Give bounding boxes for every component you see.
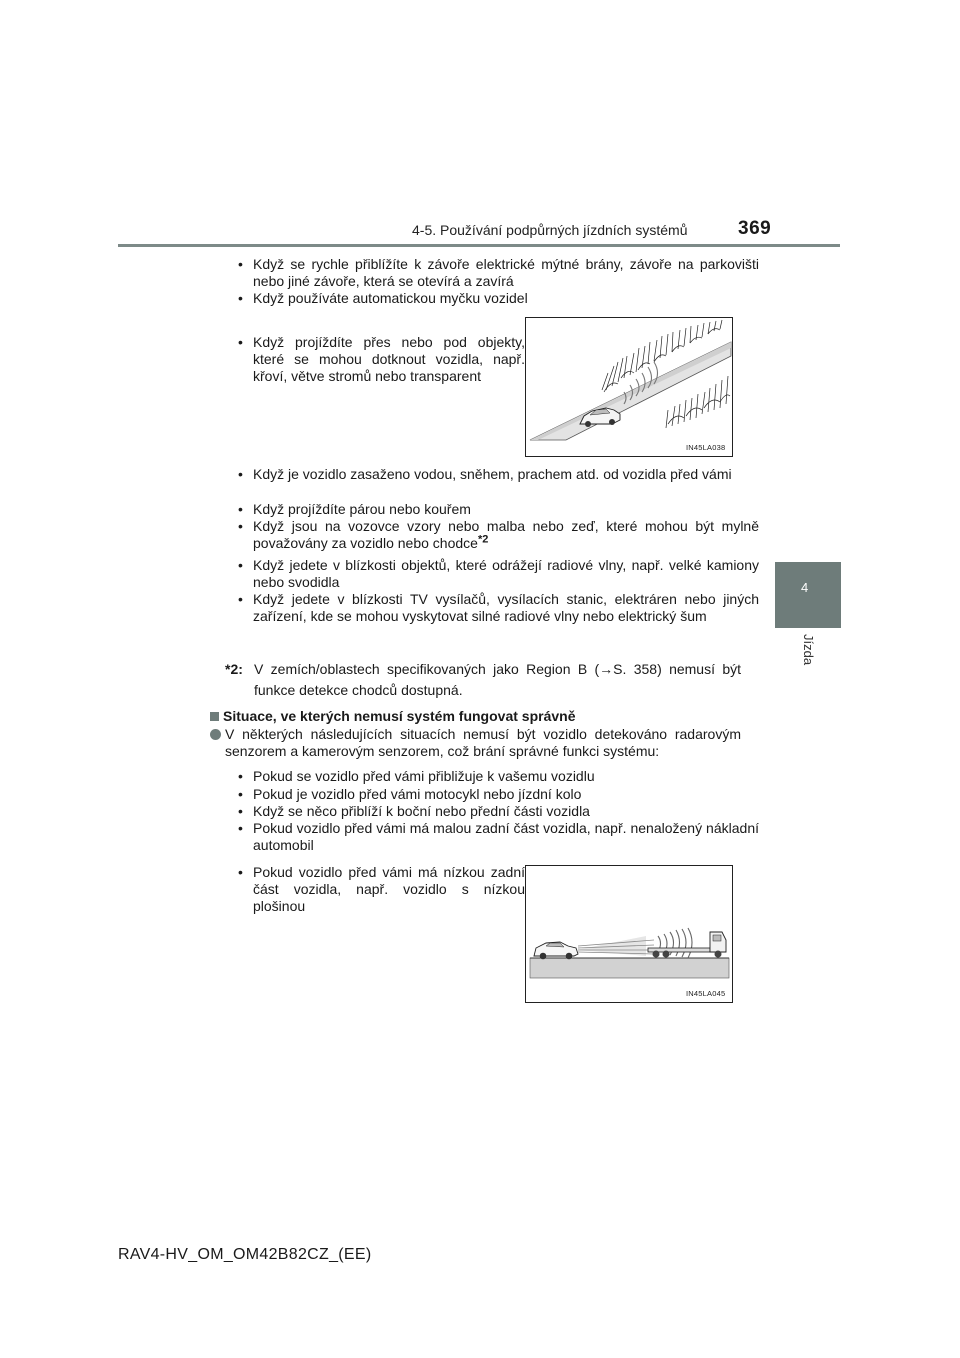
list-item-text: Když jsou na vozovce vzory nebo malba nebo zeď, které mohou být mylně považovány za vozidlo nebo chodce [253, 518, 759, 551]
figure2-caption [236, 864, 525, 915]
list-item [236, 768, 759, 785]
figure1-code: IN45LA038 [686, 443, 726, 452]
list-item-text: Pokud je vozidlo před vámi motocykl nebo jízdní kolo [253, 786, 582, 802]
figure-low-platform-truck [525, 865, 733, 1003]
list-item-text: Když jedete v blízkosti objektů, které odrážejí radiové vlny, např. velké kamiony nebo svodidla [253, 557, 759, 590]
page-number: 369 [738, 218, 772, 239]
footnote-text: V zemích/oblastech specifikovaných jako Region B (→S. 358) nemusí být funkce detekce chodců dostupná. [254, 661, 741, 698]
car-icon [580, 408, 620, 427]
list-item [236, 256, 759, 290]
list-item-text: Pokud vozidlo před vámi má nízkou zadní část vozidla, např. vozidlo s nízkou plošinou [253, 864, 525, 914]
list-item-text: Když projíždíte přes nebo pod objekty, které se mohou dotknout vozidla, např. křoví, větve stromů nebo transparent [253, 334, 525, 384]
square-bullet-icon [210, 712, 219, 721]
document-code: RAV4-HV_OM_OM42B82CZ_(EE) [118, 1246, 372, 1263]
list-item [236, 290, 759, 307]
section-title: 4-5. Používání podpůrných jízdních systémů [412, 222, 688, 238]
list-item-text: Když jedete v blízkosti TV vysílačů, vysílacích stanic, elektráren nebo jiných zařízení, kde se mohou vyskytovat silné radiové vlny nebo elektrický šum [253, 591, 759, 624]
header-divider [118, 244, 840, 247]
list-item [236, 557, 759, 591]
list-item [236, 786, 759, 803]
chapter-number: 4 [801, 580, 809, 595]
list-item [236, 591, 759, 625]
list-item [236, 518, 759, 552]
footnote-marker: *2: [225, 661, 243, 677]
circle-bullet-icon [210, 729, 221, 740]
car-icon [534, 942, 578, 959]
road-branches-illustration [526, 318, 732, 456]
list-item-text: Pokud vozidlo před vámi má malou zadní část vozidla, např. nenaložený nákladní automobil [253, 820, 759, 853]
chapter-label: Jízda [801, 634, 816, 666]
list-item [236, 803, 759, 820]
section-heading [210, 708, 575, 724]
list-item-text: Když používáte automatickou myčku vozidel [253, 290, 528, 306]
chapter-label-box [782, 628, 832, 674]
list-item-text: Když projíždíte párou nebo kouřem [253, 501, 471, 517]
list-item [236, 501, 759, 518]
low-truck-illustration [526, 866, 732, 1002]
list-item-text: Když je vozidlo zasaženo vodou, sněhem, prachem atd. od vozidla před vámi [253, 466, 732, 482]
footnote-reference[interactable]: *2 [477, 533, 489, 546]
figure1-caption [236, 334, 525, 385]
list-item-text: Když se rychle přiblížíte k závoře elektrické mýtné brány, závoře na parkovišti nebo jiné závoře, která se otevírá a zavírá [253, 256, 759, 289]
list-item-text: Pokud se vozidlo před vámi přibližuje k vašemu vozidlu [253, 768, 595, 784]
truck-icon [648, 932, 726, 958]
figure2-code: IN45LA045 [686, 989, 726, 998]
figure-vehicle-under-branches [525, 317, 733, 457]
section-intro: V některých následujících situacích nemusí být vozidlo detekováno radarovým senzorem a kamerovým senzorem, což brání správné funkci systému: [225, 726, 741, 759]
list-item-text: Když se něco přiblíží k boční nebo přední části vozidla [253, 803, 590, 819]
section-heading-text: Situace, ve kterých nemusí systém fungovat správně [223, 708, 576, 724]
list-item [236, 466, 759, 483]
footnote [225, 659, 741, 701]
chapter-tab[interactable] [775, 562, 841, 628]
list-item [236, 820, 759, 854]
